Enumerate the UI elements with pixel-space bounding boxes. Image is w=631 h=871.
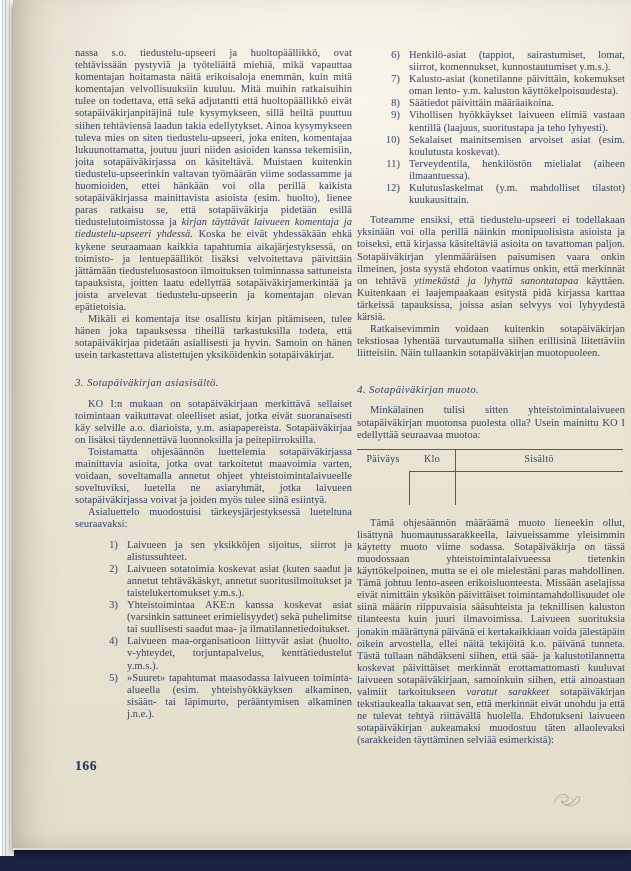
list-item-number: 11): [386, 158, 400, 170]
list-item: [357, 98, 625, 110]
table-header-paivays: Päiväys: [366, 453, 400, 465]
list-item-text: Henkilö-asiat (tappiot, sairastumiset, lomat, siirrot, komennukset, kunnostautumiset y.m.s.).: [409, 50, 625, 74]
paragraph-ko1: KO I:n mukaan on sotapäiväkirjaan merkittävä sellaiset toimintaan vaikuttavat oleelliset asiat, jotka eivät suoranaisesti käy selville a.o. diarioista, y.m. asiapapereista. Sotapäiväkirjaa on lisäksi täydennettävä luonnoksilla ja peitepiirroksilla.: [75, 398, 352, 446]
list-item: [357, 50, 625, 74]
list-item-number: 12): [385, 183, 400, 195]
pencil-scribble: [551, 788, 585, 812]
italic-phrase: kirjan täyttävät laivueen komentaja ja tiedustelu-upseeri yhdessä.: [75, 217, 352, 241]
list-item-number: 10): [385, 134, 400, 146]
table-header-klo: Klo: [424, 453, 440, 465]
text-run: käyttäen. Kuitenkaan ei laajempaakaan esitystä pidä kirjassa karttaa tärkeissä tapauksissa, joissa asian selvyys voi lyhyydestä kärsiä.: [357, 275, 626, 323]
section-4-heading: 4. Sotapäiväkirjan muoto.: [357, 384, 480, 397]
list-item: [357, 159, 625, 183]
table-top-rule: [357, 449, 623, 450]
text-run: Koska he eivät yhdessäkään ehkä kykene seuraamaan kaikkia tapahtumia aikajärjestyksessä, on toimisto- ja lentuepäälliköt lisäksi velvoitettava päivittäin jättämään tiedusteluosastoon ilmoituksen toiminnassa sattuneista tapauksista, joitten laatu edellyttää sotapäiväkirjamerkintää ja joista arvelevat tiedustelu-upseerin ja komentajan olevan epätietoisia.: [75, 229, 352, 313]
paragraph-komentaja: Mikäli ei komentaja itse osallistu kirjan pitämiseen, tulee hänen joka tapauksessa tiheillä tarkastuksilla todeta, että sotapäiväkirjaa pidetään asiallisesti ja hyvin. Samoin on hänen usein tarkastettava alistettujen yksiköidenkin sotapäiväkirjat.: [75, 314, 352, 362]
list-item-number: 5): [109, 672, 118, 684]
list-item: [75, 600, 352, 636]
table-column-divider-1: [409, 471, 410, 505]
table-header-sisalto: Sisältö: [524, 453, 554, 465]
list-item-number: 2): [109, 563, 118, 575]
list-item: [357, 74, 625, 98]
list-item-text: »Suuret» tapahtumat maasodassa laivueen toiminta-alueella (esim. yhteishyökkäyksen alkaminen, sisään- tai läpimurto, perääntymisen alkaminen j.n.e.).: [127, 672, 352, 720]
list-item-text: Terveydentila, henkilöstön mielialat (aiheen ilmaantuessa).: [409, 158, 625, 182]
list-item-number: 3): [109, 600, 118, 612]
list-item-text: Sekalaiset mainitsemisen arvoiset asiat (esim. koulutusta koskevat).: [409, 134, 625, 158]
paragraph-ratkaisevimmin: Ratkaisevimmin voidaan kuitenkin sotapäiväkirjan tekstiosaa lyhentää turvautumalla siihen erillisinä liitettäviin liitteisiin. Näin tullaankin sotapäiväkirjan muotopuoleen.: [357, 324, 625, 360]
page-number: 166: [75, 758, 98, 773]
section-3-heading: 3. Sotapäiväkirjan asiasisältö.: [75, 377, 219, 390]
paragraph-toistamatta: Toistamatta ohjesäännön luettelemia sotapäiväkirjassa mainittavia asioita, jotka ovat tarkoitetut maavoimia varten, voidaan, soveltamalla annetut ohjeet yhteistoimintalaivueelle soveltuviksi, luetella ne asiaryhmät, jotka laivueen sotapäiväkirjassa voivat ja joiden myös tulee siinä esiintyä.: [75, 446, 352, 507]
italic-phrase: ytimekästä ja lyhyttä sanontatapaa: [414, 275, 579, 287]
text-run: nassa s.o. tiedustelu-upseeri ja huoltopäällikkö, ovat tehtävissään pystyviä ja työteliäitä miehiä, mikä vapauttaa komentajan hoitamasta näitä erikoisaloja enemmän, kuin mitä komentajan velvollisuuksiin kuuluu. Mitä muihin ratkaisuihin tulee on todettava, että sekä adjutantti että huoltopäällikkö eivät sotapäiväkirjanpitäjinä tule kysymykseen, sillä heiltä puuttuu siihen tehtäviensä laadun takia edellytykset. Ainoa kysymykseen tuleva mies on siten tiedustelu-upseeri, joka eniten, komentajaa lukuunottamatta, joutuu juuri niiden asioiden kanssa tekemisiin, joita sotapäiväkirjassa on käsiteltävä. Muistaen kuitenkin tiedustelu-upseerinkin valtavan työmäärän viime sodassamme ja huomioiden, ettei hänkään voi olla perillä kaikista sotapäiväkirjassa mainittavista asioista (esim. huolto), lienee paras ratkaisu se, että sotapäiväkirja pidetään esillä tiedustelutoimistossa ja: [75, 48, 352, 229]
paragraph-tama: [357, 518, 625, 748]
list-item: [357, 183, 625, 207]
list-item: [75, 636, 352, 672]
list-item-number: 7): [391, 74, 400, 86]
paragraph-toteamme: [357, 215, 625, 324]
page-stack-edge: [0, 0, 14, 856]
list-item: [75, 540, 352, 564]
list-item: [75, 564, 352, 600]
paragraph-asialuettelo: Asialuettelo muodostuisi tärkeysjärjestyksessä lueteltuna seuraavaksi:: [75, 507, 352, 531]
ordered-list-items-1-5: [75, 540, 352, 721]
ordered-list-items-6-12: [357, 50, 625, 207]
list-item-text: Laivueen sotatoimia koskevat asiat (kuten saadut ja annetut tehtäväkäskyt, annetut suoritusilmoitukset ja taistelukertomukset y.m.s.).: [127, 563, 352, 599]
left-column: [75, 48, 352, 721]
list-item-number: 8): [391, 98, 400, 110]
italic-phrase: varatut sarakkeet: [466, 687, 549, 699]
list-item-text: Säätiedot päivittäin määräaikoina.: [409, 98, 555, 110]
list-item-number: 9): [391, 110, 400, 122]
list-item-text: Kalusto-asiat (konetilanne päivittäin, kokemukset oman lento- y.m. kaluston käyttökelpoisuudesta).: [409, 74, 625, 98]
list-item: [75, 673, 352, 721]
list-item: [357, 110, 625, 134]
text-run: Toteamme ensiksi, että tiedustelu-upseeri ei todellakaan yksinään voi olla perillä näinkin monipuolisista asioista ja toiseksi, että kirjassa käsiteltäviä asioita on tavattoman paljon. Sotapäiväkirjan ylenmääräisen paisumisen vaara onkin ilmeinen, josta syystä ehdoton vaatimus onkin, että merkinnät on tehtävä: [357, 215, 625, 287]
list-item-text: Yhteistoimintaa AKE:n kanssa koskevat asiat (varsinkin sattuneet erimielisyydet) sekä puhelimitse tai suullisesti saadut maa- ja ilmatilannetiedoitukset.: [127, 600, 352, 636]
list-item: [357, 135, 625, 159]
list-item-number: 1): [109, 539, 118, 551]
diary-form-table: [357, 449, 623, 507]
list-item-number: 4): [109, 636, 118, 648]
table-header-rule: [409, 471, 623, 472]
text-run: Tämä ohjesäännön määräämä muoto lieneekin ollut, lisättynä huomautussarakkeella, laivueissamme yleisimmin käytetty muoto viime sodassa. Sotapäiväkirja on tässä muodossaan yhteistoimintalaivueessa tietenkin käyttökelpoinen, mutta se ei ole mielestäni paras mahdollinen. Tämä johtuu lento-aseen erikoisluonteesta. Missään aselajissa eivät nimittäin yksikön päivittäiset toimintamahdollisuudet ole siinä määrin riippuvaisia sääsuhteista ja teknillisen kaluston tilanteesta kuin juuri ilmavoimissa. Laivueen suorituksia jonakin määrättynä päivänä ei kertakaikkiaan voida jälestäpäin oikein arvostella, ellei näitä tekijöitä k.o. päivänä tunneta. Tästä tullaan nähdäkseni siihen, että sää- ja kalustotilannetta koskevat päivittäiset merkinnät erottamattomasti kuuluvat laivueen sotapäiväkirjaan, samoinkuin siihen, että ainoastaan valmiit tarkoitukseen: [357, 517, 625, 699]
list-item-text: Laivueen maa-organisatioon liittyvät asiat (huolto, v-yhteydet, torjuntapalvelus, kenttätiedustelut y.m.s.).: [127, 636, 352, 672]
list-item-text: Vihollisen hyökkäykset laivueen elimiä vastaan kentillä (laajuus, suoritustapa ja teho lyhyesti).: [409, 110, 625, 134]
paragraph-continuation: [75, 48, 352, 314]
book-page: [13, 0, 631, 848]
text-run: sotapäiväkirjan tekstiaukealla takaavat sen, että merkinnät eivät unohdu ja että ne tulevat tehtyä riittävällä huolella. Ehdotukseni laivueen sotapäiväkirjan aukeamaksi muodostuu täten allaolevaksi (sarakkeiden täyttäminen selviää esimerkistä):: [357, 687, 625, 747]
paragraph-minkalainen: Minkälainen tulisi sitten yhteistoimintalaivueen sotapäiväkirjan muotonsa puolesta olla? Usein mainittu KO I edellyttää seuraavaa muotoa:: [357, 405, 625, 441]
right-column: [357, 48, 625, 748]
list-item-number: 6): [391, 50, 400, 61]
list-item-text: Laivueen ja sen yksikköjen sijoitus, siirrot ja alistussuhteet.: [127, 539, 352, 563]
list-item-text: Kulutuslaskelmat (y.m. mahdolliset tilastot) kuukausittain.: [409, 183, 625, 207]
